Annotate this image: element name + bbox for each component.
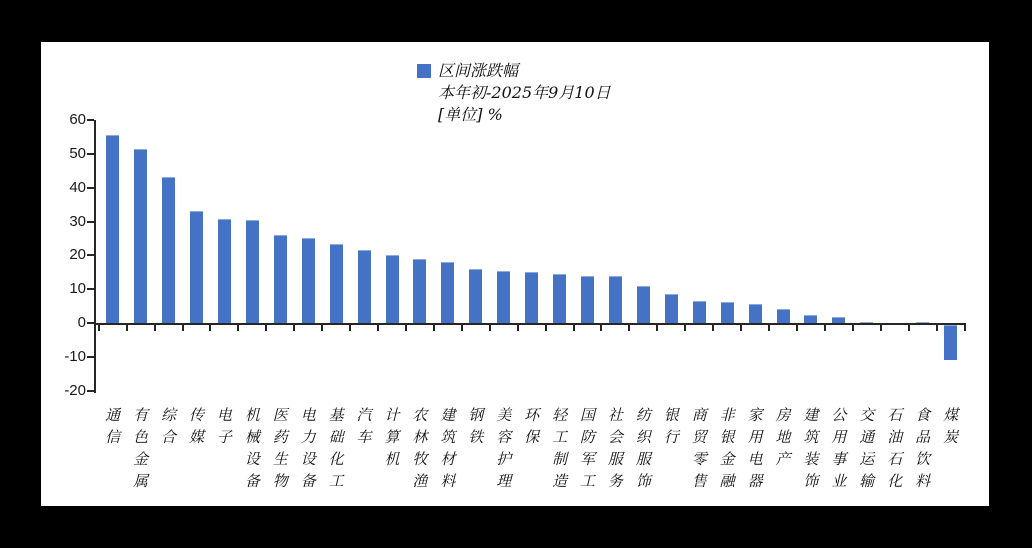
y-axis-tick [87,187,94,189]
bar-商贸零售 [693,301,706,323]
y-tick-label: 20 [69,246,86,264]
y-tick-label: 10 [69,280,86,298]
y-axis-tick [87,322,94,324]
category-label-电力设备: 电力设备 [300,406,316,490]
category-label-银行: 银行 [663,406,679,446]
x-axis-tick [824,325,826,331]
bar-银行 [665,294,678,323]
bar-纺织服饰 [637,286,650,323]
legend-unit-label: [单位] % [438,105,503,124]
y-tick-label: 40 [69,178,86,196]
category-label-建筑材料: 建筑材料 [440,406,456,490]
bar-社会服务 [609,276,622,323]
category-label-房地产: 房地产 [775,406,791,468]
y-tick-label: 0 [77,314,86,331]
category-label-汽车: 汽车 [356,406,372,446]
x-axis-tick [237,325,239,331]
x-axis-tick [209,325,211,331]
x-axis-tick [656,325,658,331]
bar-国防军工 [581,276,594,323]
bar-公用事业 [832,317,845,323]
x-axis-tick [908,325,910,331]
y-axis-tick [87,288,94,290]
category-label-综合: 综合 [161,406,177,446]
bar-chart [41,42,989,506]
category-label-家用电器: 家用电器 [747,406,763,490]
bar-医药生物 [274,235,287,323]
x-axis-tick [936,325,938,331]
y-tick-label: 30 [69,212,86,230]
bar-建筑装饰 [804,315,817,323]
y-axis-tick [87,153,94,155]
category-label-环保: 环保 [524,406,540,446]
x-axis-tick [433,325,435,331]
x-axis-tick [377,325,379,331]
x-axis-tick [182,325,184,331]
bar-电力设备 [302,238,315,323]
x-axis-line [94,323,966,325]
x-axis-tick [461,325,463,331]
category-label-农林牧渔: 农林牧渔 [412,406,428,490]
x-axis-tick [405,325,407,331]
bar-非银金融 [721,302,734,323]
category-label-国防军工: 国防军工 [579,406,595,490]
category-label-交通运输: 交通运输 [859,406,875,490]
bar-计算机 [386,255,399,323]
x-axis-tick [573,325,575,331]
x-axis-tick [349,325,351,331]
bar-建筑材料 [441,262,454,323]
y-axis-tick [87,254,94,256]
y-axis-tick [87,221,94,223]
plot-area [41,42,989,506]
category-label-商贸零售: 商贸零售 [691,406,707,490]
x-axis-tick [768,325,770,331]
bar-房地产 [777,309,790,323]
y-axis-tick [87,356,94,358]
y-tick-label: -10 [64,347,86,365]
category-label-食品饮料: 食品饮料 [915,406,931,490]
bar-轻工制造 [553,274,566,323]
y-tick-label: 50 [69,145,86,162]
x-axis-tick [880,325,882,331]
bar-机械设备 [246,220,259,323]
x-axis-tick [600,325,602,331]
x-axis-tick [265,325,267,331]
x-axis-tick [545,325,547,331]
category-label-基础化工: 基础化工 [328,406,344,490]
x-axis-tick [796,325,798,331]
category-label-钢铁: 钢铁 [468,406,484,446]
category-label-煤炭: 煤炭 [943,406,959,446]
category-label-通信: 通信 [105,406,121,446]
bar-汽车 [358,250,371,323]
x-axis-tick [964,325,966,331]
y-axis-tick [87,119,94,121]
bar-环保 [525,272,538,323]
category-label-社会服务: 社会服务 [607,406,623,490]
category-label-有色金属: 有色金属 [133,406,149,490]
bar-煤炭 [944,325,957,360]
bar-通信 [106,135,119,323]
bar-钢铁 [469,269,482,323]
x-axis-tick [293,325,295,331]
legend-period-label: 本年初-2025年9月10日 [438,83,611,102]
category-label-非银金融: 非银金融 [719,406,735,490]
x-axis-tick [684,325,686,331]
x-axis-tick [740,325,742,331]
category-label-机械设备: 机械设备 [244,406,260,490]
category-label-医药生物: 医药生物 [272,406,288,490]
category-label-传媒: 传媒 [188,406,204,446]
x-axis-tick [852,325,854,331]
category-label-公用事业: 公用事业 [831,406,847,490]
category-label-轻工制造: 轻工制造 [552,406,568,490]
category-label-纺织服饰: 纺织服饰 [635,406,651,490]
y-axis-tick [87,390,94,392]
category-label-建筑装饰: 建筑装饰 [803,406,819,490]
category-label-美容护理: 美容护理 [496,406,512,490]
category-label-石油石化: 石油石化 [887,406,903,490]
legend-series-label: 区间涨跌幅 [438,61,519,80]
x-axis-tick [489,325,491,331]
bar-综合 [162,177,175,323]
bar-家用电器 [749,304,762,323]
y-axis-line [94,120,96,392]
bar-电子 [218,219,231,323]
x-axis-tick [321,325,323,331]
x-axis-tick [126,325,128,331]
category-label-计算机: 计算机 [384,406,400,468]
x-axis-tick [154,325,156,331]
x-axis-tick [628,325,630,331]
x-axis-tick [517,325,519,331]
y-tick-label: 60 [69,111,86,129]
bar-有色金属 [134,149,147,323]
bar-传媒 [190,211,203,323]
y-tick-label: -20 [64,381,86,399]
x-axis-tick [98,325,100,331]
bar-美容护理 [497,271,510,323]
bar-基础化工 [330,244,343,323]
x-axis-tick [712,325,714,331]
bar-农林牧渔 [413,259,426,323]
category-label-电子: 电子 [216,406,232,446]
